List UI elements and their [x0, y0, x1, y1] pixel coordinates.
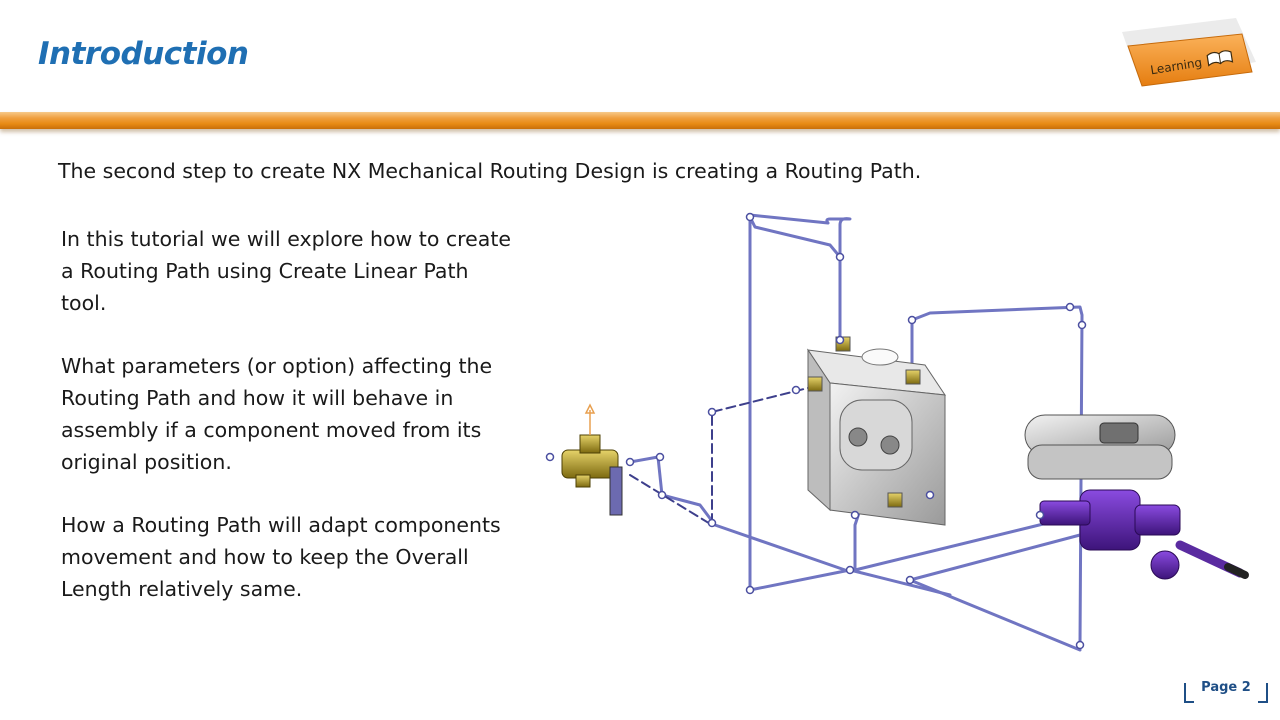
valve-component: [562, 405, 622, 515]
header-bar: [0, 112, 1280, 129]
intro-text: The second step to create NX Mechanical Routing Design is creating a Routing Path.: [58, 159, 922, 183]
learning-badge: [1118, 10, 1266, 96]
path-top-loop: [750, 217, 840, 340]
page-number: [1184, 680, 1268, 705]
paragraph-parameters: What parameters (or option) affecting the Routing Path and how it will behave in assembly if a component moved from its original position.: [61, 354, 493, 474]
bracket-left: [1184, 683, 1194, 703]
paragraph-tutorial: In this tutorial we will explore how to create a Routing Path using Create Linear Path tool.: [61, 227, 511, 315]
paragraph-adapt: How a Routing Path will adapt components movement and how to keep the Overall Length relatively same.: [61, 513, 501, 601]
routing-path-diagram: [540, 205, 1260, 660]
badge-label: Learning: [1149, 55, 1204, 78]
page-label: Page 2: [1201, 680, 1251, 695]
slide-title: Introduction: [38, 36, 249, 72]
reservoir-component: [1025, 415, 1245, 579]
bracket-right: [1258, 683, 1268, 703]
block-component: [808, 337, 945, 525]
